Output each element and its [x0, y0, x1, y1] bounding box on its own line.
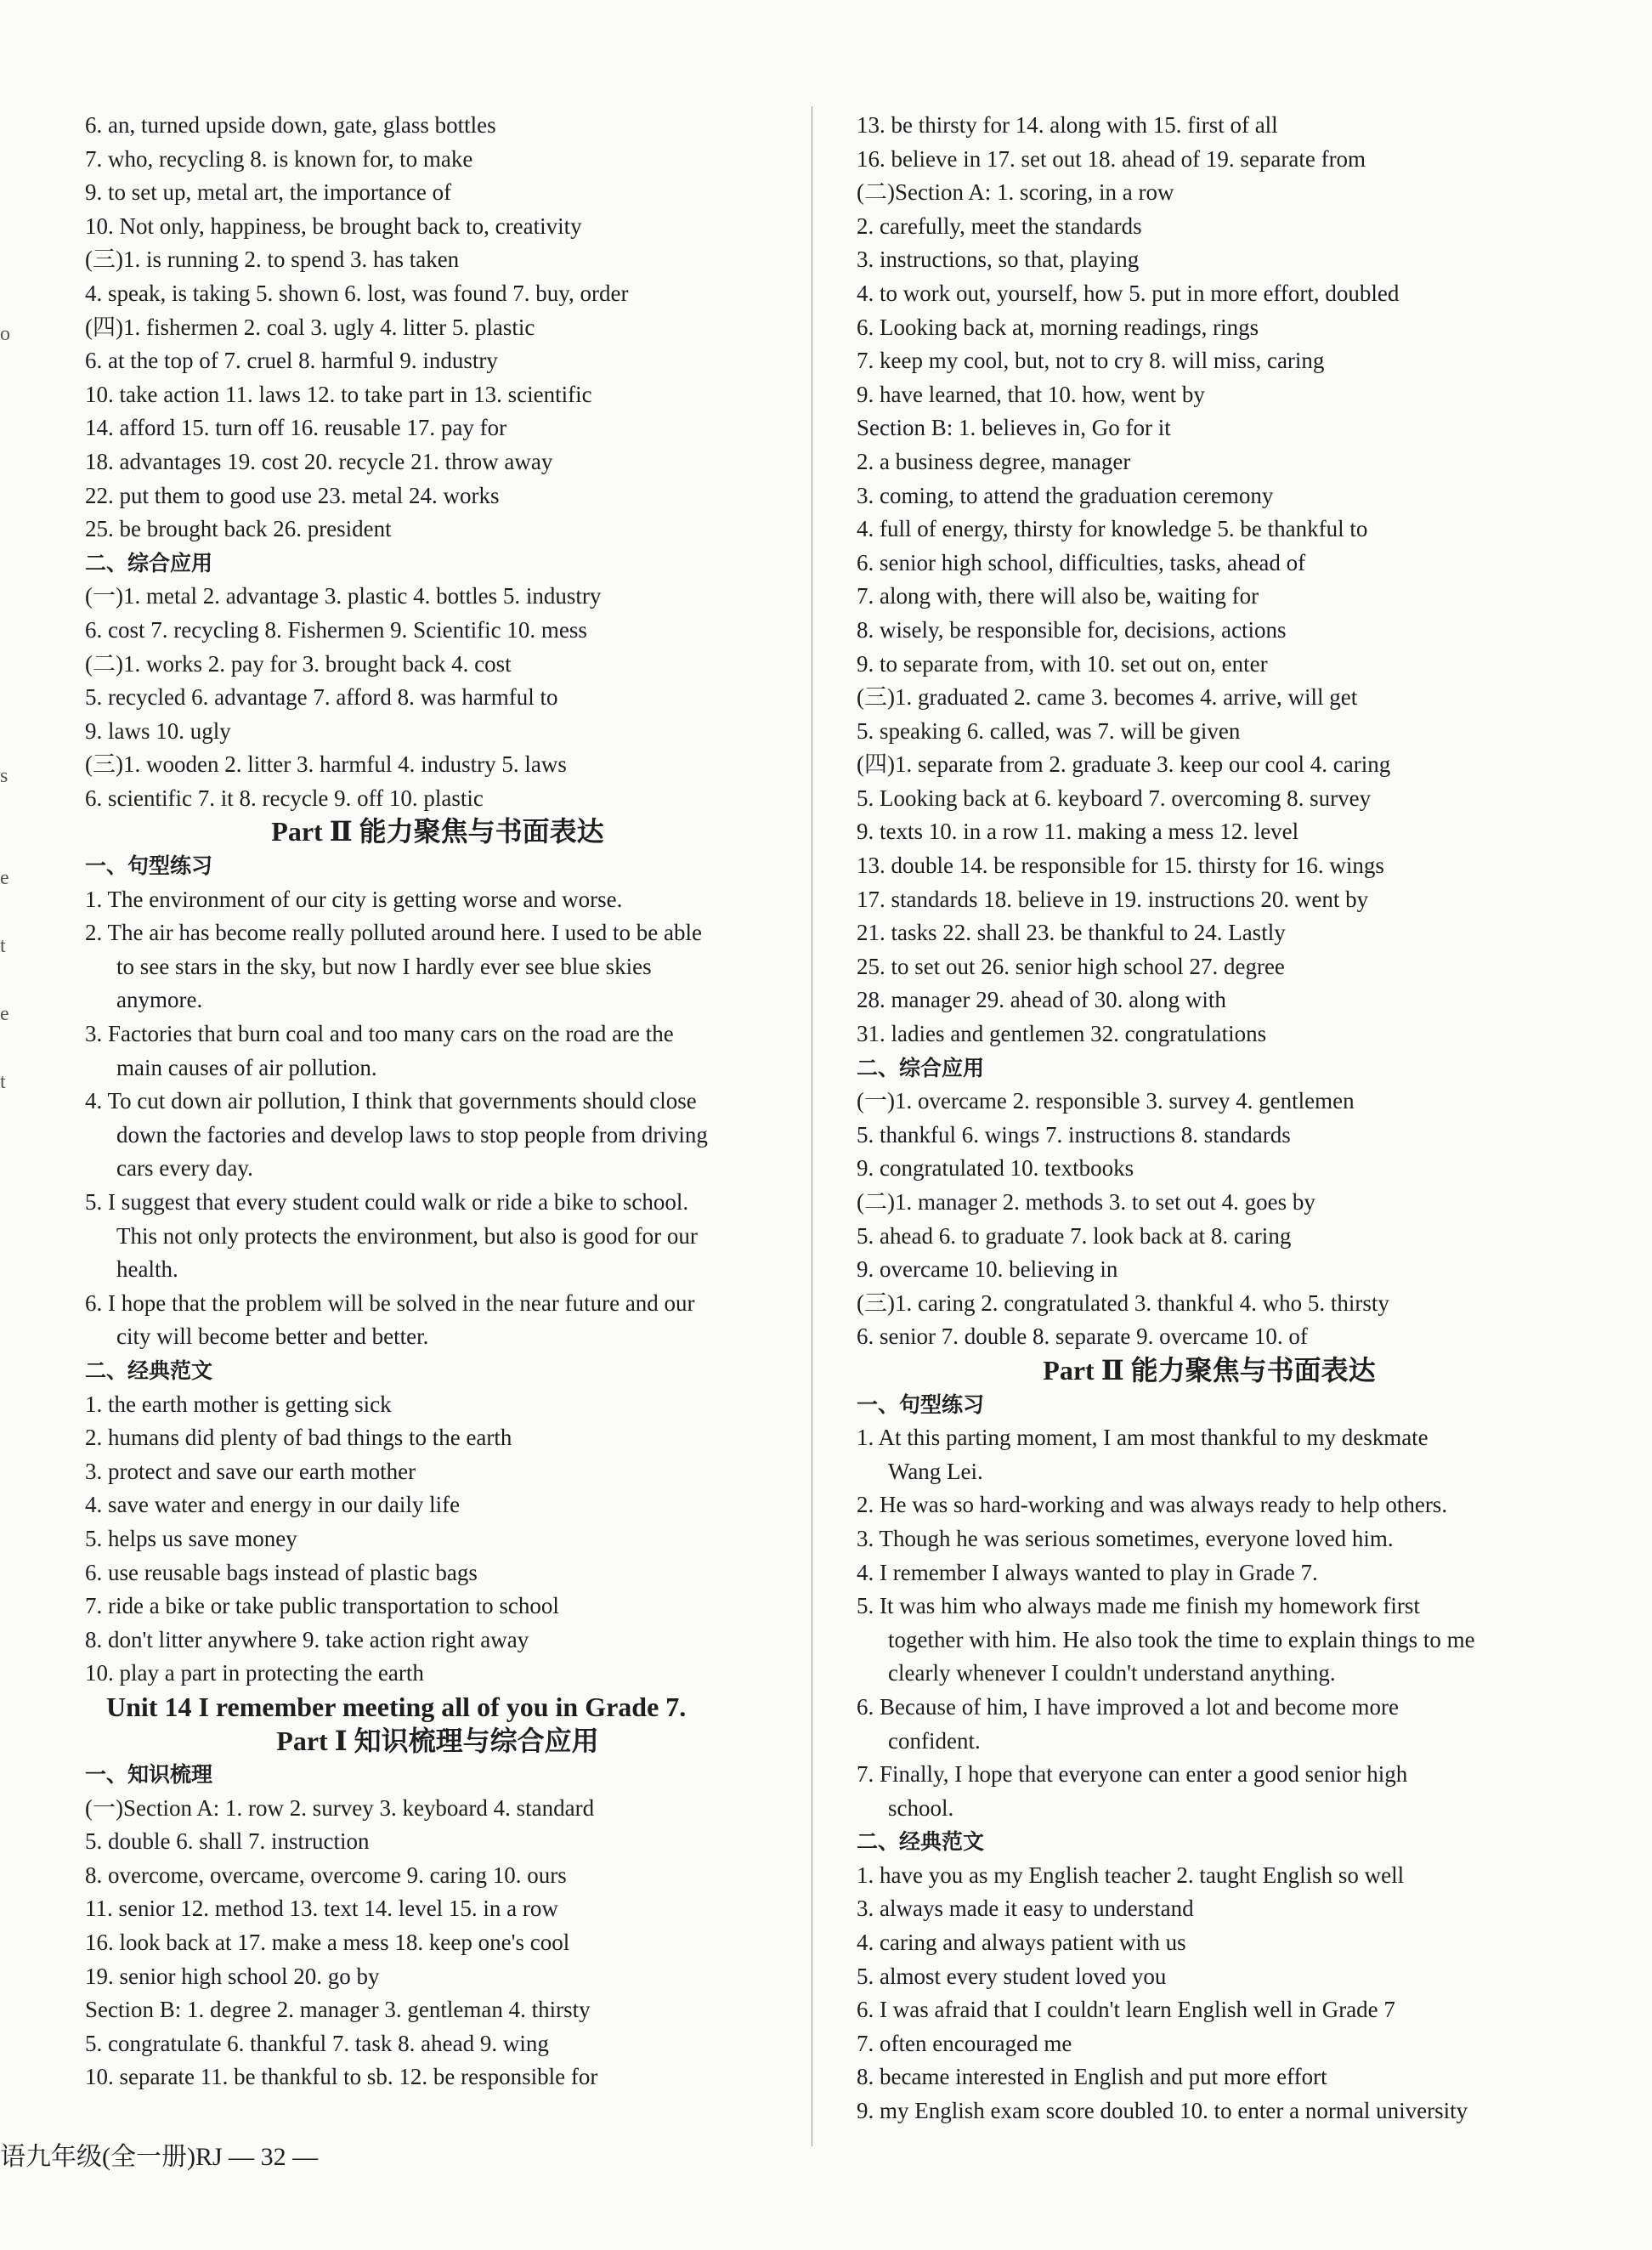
answer-line: 14. afford 15. turn off 16. reusable 17. pay for [85, 415, 507, 441]
answer-line: 8. became interested in English and put more effort [857, 2064, 1327, 2090]
edge-fragment: s [0, 765, 8, 787]
answer-line: 5. thankful 6. wings 7. instructions 8. standards [857, 1121, 1291, 1148]
answer-line: 3. Factories that burn coal and too many cars on the road are the [85, 1021, 674, 1047]
answer-line: (三)1. is running 2. to spend 3. has taken [85, 247, 460, 273]
answer-line: 二、综合应用 [85, 550, 213, 575]
answer-line: to see stars in the sky, but now I hardly ever see blue skies [116, 953, 652, 979]
answer-line: 9. texts 10. in a row 11. making a mess 12. level [857, 819, 1299, 845]
edge-fragment: e [0, 1003, 9, 1025]
answer-line: 7. often encouraged me [857, 2030, 1072, 2056]
answer-line: 一、知识梳理 [85, 1762, 213, 1788]
answer-line: 4. to work out, yourself, how 5. put in more effort, doubled [857, 280, 1400, 306]
answer-line: 2. humans did plenty of bad things to the earth [85, 1425, 512, 1451]
right-answer-column [857, 109, 1562, 2128]
answer-line: 9. my English exam score doubled 10. to enter a normal university [857, 2098, 1468, 2124]
answer-line: 11. senior 12. method 13. text 14. level 15. in a row [85, 1896, 558, 1922]
answer-line: 8. don't litter anywhere 9. take action right away [85, 1626, 529, 1652]
answer-line: 10. take action 11. laws 12. to take part in 13. scientific [85, 381, 592, 407]
page-footer: 语九年级(全一册)RJ — 32 — [0, 2143, 319, 2171]
answer-line: 16. look back at 17. make a mess 18. keep one's cool [85, 1930, 570, 1956]
answer-line: (四)1. fishermen 2. coal 3. ugly 4. litter 5. plastic [85, 314, 535, 340]
answer-line: 二、经典范文 [857, 1829, 985, 1855]
answer-line: 3. coming, to attend the graduation ceremony [857, 482, 1274, 508]
answer-line: (三)1. wooden 2. litter 3. harmful 4. industry 5. laws [85, 751, 567, 778]
answer-line: main causes of air pollution. [116, 1054, 377, 1080]
answer-line: (一)1. metal 2. advantage 3. plastic 4. bottles 5. industry [85, 583, 602, 609]
answer-line: 4. full of energy, thirsty for knowledge 5. be thankful to [857, 516, 1368, 542]
answer-line: 7. along with, there will also be, waiting for [857, 583, 1259, 609]
answer-line: 16. believe in 17. set out 18. ahead of 19. separate from [857, 145, 1366, 172]
answer-line: 25. be brought back 26. president [85, 516, 392, 542]
answer-line: 8. wisely, be responsible for, decisions, actions [857, 616, 1287, 643]
answer-line: 9. to set up, metal art, the importance of [85, 179, 452, 206]
answer-line: 6. senior high school, difficulties, tasks, ahead of [857, 549, 1306, 575]
answer-line: (一)Section A: 1. row 2. survey 3. keyboard 4. standard [85, 1794, 595, 1821]
answer-line: 13. double 14. be responsible for 15. thirsty for 16. wings [857, 853, 1384, 879]
answer-line: anymore. [116, 987, 203, 1013]
answer-line: 4. To cut down air pollution, I think that governments should close [85, 1088, 697, 1114]
answer-line: 6. I was afraid that I couldn't learn English well in Grade 7 [857, 1997, 1395, 2023]
answer-line: 13. be thirsty for 14. along with 15. first of all [857, 112, 1278, 138]
answer-line: 6. senior 7. double 8. separate 9. overcame 10. of [857, 1323, 1308, 1350]
answer-line: 10. Not only, happiness, be brought back to, creativity [85, 213, 582, 239]
answer-line: 2. carefully, meet the standards [857, 213, 1142, 239]
answer-line: 3. protect and save our earth mother [85, 1458, 416, 1484]
answer-line: city will become better and better. [116, 1323, 429, 1350]
answer-line: 21. tasks 22. shall 23. be thankful to 24. Lastly [857, 920, 1286, 946]
answer-line: 9. overcame 10. believing in [857, 1256, 1118, 1283]
answer-line: health. [116, 1256, 178, 1283]
answer-line: 9. have learned, that 10. how, went by [857, 381, 1205, 407]
edge-fragment: t [0, 1071, 6, 1093]
answer-line: 1. At this parting moment, I am most thankful to my deskmate [857, 1425, 1429, 1451]
answer-line: 5. Looking back at 6. keyboard 7. overcoming 8. survey [857, 785, 1372, 811]
edge-fragment: e [0, 867, 9, 889]
answer-line: 2. The air has become really polluted around here. I used to be able [85, 920, 702, 946]
answer-line: 8. overcome, overcame, overcome 9. caring 10. ours [85, 1862, 567, 1888]
answer-line: (一)1. overcame 2. responsible 3. survey 4. gentlemen [857, 1088, 1355, 1114]
answer-line: together with him. He also took the time to explain things to me [888, 1626, 1475, 1652]
answer-line: 3. always made it easy to understand [857, 1896, 1194, 1922]
answer-line: 6. at the top of 7. cruel 8. harmful 9. industry [85, 348, 498, 374]
answer-line: 2. a business degree, manager [857, 448, 1131, 474]
answer-line: Part Ⅱ 能力聚焦与书面表达 [271, 816, 604, 847]
answer-line: 4. speak, is taking 5. shown 6. lost, was found 7. buy, order [85, 280, 629, 306]
answer-line: 7. who, recycling 8. is known for, to make [85, 145, 473, 172]
answer-line: 1. have you as my English teacher 2. taught English so well [857, 1862, 1405, 1888]
answer-line: Part Ⅰ 知识梳理与综合应用 [276, 1725, 599, 1756]
answer-line: cars every day. [116, 1155, 253, 1182]
answer-line: 5. helps us save money [85, 1525, 297, 1551]
answer-line: 18. advantages 19. cost 20. recycle 21. throw away [85, 448, 553, 474]
answer-line: 6. use reusable bags instead of plastic bags [85, 1559, 478, 1585]
answer-line: 17. standards 18. believe in 19. instructions 20. went by [857, 886, 1369, 912]
answer-line: 19. senior high school 20. go by [85, 1963, 380, 1989]
answer-line: 22. put them to good use 23. metal 24. works [85, 482, 500, 508]
answer-line: 10. separate 11. be thankful to sb. 12. be responsible for [85, 2064, 598, 2090]
answer-line: down the factories and develop laws to stop people from driving [116, 1121, 708, 1148]
answer-line: 5. It was him who always made me finish my homework first [857, 1593, 1420, 1619]
answer-line: (三)1. caring 2. congratulated 3. thankful 4. who 5. thirsty [857, 1289, 1389, 1316]
answer-line: 5. recycled 6. advantage 7. afford 8. was harmful to [85, 684, 558, 711]
answer-line: school. [888, 1794, 954, 1821]
answer-line: 6. scientific 7. it 8. recycle 9. off 10. plastic [85, 785, 484, 811]
answer-line: 一、句型练习 [857, 1391, 985, 1417]
answer-line: 5. ahead 6. to graduate 7. look back at 8. caring [857, 1222, 1292, 1249]
answer-line: 4. I remember I always wanted to play in Grade 7. [857, 1559, 1318, 1585]
answer-line: 28. manager 29. ahead of 30. along with [857, 987, 1226, 1013]
answer-line: 6. Because of him, I have improved a lot and become more [857, 1693, 1400, 1720]
answer-line: 6. I hope that the problem will be solved in the near future and our [85, 1289, 695, 1316]
answer-line: (四)1. separate from 2. graduate 3. keep our cool 4. caring [857, 751, 1391, 778]
answer-line: 二、经典范文 [85, 1357, 213, 1383]
answer-line: (二)1. manager 2. methods 3. to set out 4. goes by [857, 1189, 1315, 1215]
answer-line: 一、句型练习 [85, 853, 213, 879]
answer-line: Unit 14 I remember meeting all of you in Grade 7. [106, 1691, 687, 1722]
answer-line: 1. the earth mother is getting sick [85, 1391, 392, 1417]
answer-line: 7. Finally, I hope that everyone can enter a good senior high [857, 1761, 1408, 1788]
answer-line: 10. play a part in protecting the earth [85, 1660, 424, 1686]
edge-fragment: o [0, 323, 10, 345]
answer-line: 1. The environment of our city is getting worse and worse. [85, 886, 623, 912]
answer-line: 9. laws 10. ugly [85, 717, 231, 744]
edge-fragment: t [0, 935, 6, 957]
answer-line: 25. to set out 26. senior high school 27. degree [857, 953, 1285, 979]
answer-line: Section B: 1. degree 2. manager 3. gentleman 4. thirsty [85, 1997, 591, 2023]
answer-line: 5. double 6. shall 7. instruction [85, 1828, 370, 1855]
answer-line: Wang Lei. [888, 1458, 983, 1484]
answer-line: 5. congratulate 6. thankful 7. task 8. ahead 9. wing [85, 2030, 549, 2056]
answer-line: This not only protects the environment, but also is good for our [116, 1222, 698, 1249]
answer-line: 5. almost every student loved you [857, 1963, 1167, 1989]
answer-line: 9. congratulated 10. textbooks [857, 1155, 1134, 1182]
answer-line: (二)1. works 2. pay for 3. brought back 4. cost [85, 650, 512, 677]
answer-line: 6. cost 7. recycling 8. Fishermen 9. Scientific 10. mess [85, 616, 587, 643]
answer-line: 6. Looking back at, morning readings, rings [857, 314, 1259, 340]
answer-line: 二、综合应用 [857, 1055, 985, 1080]
answer-line: (二)Section A: 1. scoring, in a row [857, 179, 1174, 206]
answer-line: 2. He was so hard-working and was always ready to help others. [857, 1492, 1448, 1518]
answer-line: 4. caring and always patient with us [857, 1930, 1186, 1956]
answer-line: Part Ⅱ 能力聚焦与书面表达 [1043, 1354, 1376, 1386]
answer-line: Section B: 1. believes in, Go for it [857, 415, 1171, 441]
answer-line: 31. ladies and gentlemen 32. congratulations [857, 1021, 1267, 1047]
left-answer-column [85, 109, 790, 2094]
answer-line: 9. to separate from, with 10. set out on, enter [857, 650, 1268, 677]
answer-line: 4. save water and energy in our daily life [85, 1492, 461, 1518]
answer-line: 7. ride a bike or take public transportation to school [85, 1593, 559, 1619]
answer-line: 3. Though he was serious sometimes, everyone loved him. [857, 1525, 1394, 1551]
answer-line: 3. instructions, so that, playing [857, 247, 1140, 273]
answer-line: 7. keep my cool, but, not to cry 8. will miss, caring [857, 348, 1325, 374]
answer-line: 5. speaking 6. called, was 7. will be given [857, 717, 1241, 744]
answer-line: 6. an, turned upside down, gate, glass bottles [85, 112, 496, 138]
answer-line: clearly whenever I couldn't understand anything. [888, 1660, 1336, 1686]
answer-line: 5. I suggest that every student could walk or ride a bike to school. [85, 1189, 689, 1215]
answer-line: (三)1. graduated 2. came 3. becomes 4. arrive, will get [857, 684, 1358, 711]
answer-line: confident. [888, 1727, 981, 1754]
